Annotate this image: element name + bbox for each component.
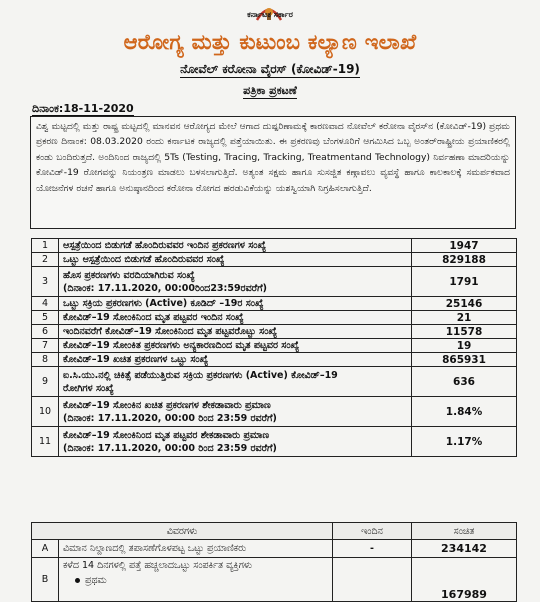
row-description: ಇಂದಿನವರೆಗೆ ಕೋವಿಡ್–19 ಸೋಂಕಿನಿಂದ ಮೃತ ಪಟ್ಟವರೊಟ್ಟು ಸಂಖ್ಯೆ xyxy=(63,326,278,337)
stats-row xyxy=(32,353,517,367)
row-today xyxy=(333,558,412,602)
bullet-label: ಪ್ರಥಮ xyxy=(85,575,107,586)
row-description-cell xyxy=(59,558,333,602)
row-number: 4 xyxy=(32,297,59,311)
row-value: 11578 xyxy=(412,325,517,339)
row-subtext: (ದಿನಾಂಕ: 17.11.2020, 00:00 ರಿಂದ 23:59 ರವರೆಗೆ) xyxy=(63,442,277,454)
stats-table xyxy=(31,238,517,457)
row-value: 1.84% xyxy=(412,397,517,427)
row-description: ಕೋವಿಡ್–19 ಸೋಂಕಿನಿಂದ ಮೃತ ಪಟ್ಟವರ ಶೇಕಡಾವಾರು ಪ್ರಮಾಣ xyxy=(63,429,270,441)
government-label: ಕರ್ನಾಟಕ ಸರ್ಕಾರ xyxy=(247,10,293,19)
row-description: ಆಸ್ಪತ್ರೆಯಿಂದ ಬಿಡುಗಡೆ ಹೊಂದಿರುವವರ ಇಂದಿನ ಪ್ರಕರಣಗಳ ಸಂಖ್ಯೆ xyxy=(63,240,267,251)
col-cumulative: ಸಂಚಿತ xyxy=(412,523,517,540)
row-cumulative: 167989 xyxy=(412,558,517,602)
row-subtext: (ದಿನಾಂಕ: 17.11.2020, 00:00 ರಿಂದ 23:59 ರವರೆಗೆ) xyxy=(63,412,277,424)
row-description-cell xyxy=(59,253,412,267)
stats-row xyxy=(32,297,517,311)
stats-row xyxy=(32,311,517,325)
stats-row xyxy=(32,427,517,457)
row-value: 1791 xyxy=(412,267,517,297)
row-description-cell xyxy=(59,267,412,297)
row-description: ಕಳೆದ 14 ದಿನಗಳಲ್ಲಿ ಪತ್ತೆ ಹಚ್ಚಲಾದಒಟ್ಟು ಸಂಪರ್ಕಿತ ವ್ಯಕ್ತಿಗಳು xyxy=(63,560,253,571)
row-description: ಒಟ್ಟು ಆಸ್ಪತ್ರೆಯಿಂದ ಬಿಡುಗಡೆ ಹೊಂದಿರುವವರ ಸಂಖ್ಯೆ xyxy=(63,254,225,265)
row-description-cell xyxy=(59,311,412,325)
stats-row xyxy=(32,267,517,297)
release-date: ದಿನಾಂಕ:18-11-2020 xyxy=(32,102,134,115)
row-value: 21 xyxy=(412,311,517,325)
row-subtext: (ದಿನಾಂಕ: 17.11.2020, 00:00ರಿಂದ23:59ರವರೆಗೆ) xyxy=(63,282,267,294)
row-description-cell xyxy=(59,239,412,253)
row-value: 25146 xyxy=(412,297,517,311)
row-label: A xyxy=(32,540,59,558)
row-description-cell xyxy=(59,397,412,427)
row-description: ವಿಮಾನ ನಿಲ್ದಾಣದಲ್ಲಿ ತಪಾಸಣೆಗೊಳಪಟ್ಟ ಒಟ್ಟು ಪ್ರಯಾಣಿಕರು xyxy=(59,540,333,558)
row-number: 6 xyxy=(32,325,59,339)
row-value: 19 xyxy=(412,339,517,353)
row-number: 7 xyxy=(32,339,59,353)
stats-row xyxy=(32,253,517,267)
row-subtext: ರೋಗಿಗಳ ಸಂಖ್ಯೆ xyxy=(63,382,114,394)
subtitle: ನೋವೆಲ್ ಕರೋನಾ ವೈರಸ್ (ಕೋವಿಡ್-19) xyxy=(180,62,360,76)
row-description-cell xyxy=(59,427,412,457)
row-value: 1947 xyxy=(412,239,517,253)
row-description-cell xyxy=(59,325,412,339)
summary-row xyxy=(32,540,517,558)
stats-row xyxy=(32,239,517,253)
summary-table xyxy=(31,522,517,602)
col-today: ಇಂದಿನ xyxy=(333,523,412,540)
department-title: ಆರೋಗ್ಯ ಮತ್ತು ಕುಟುಂಬ ಕಲ್ಯಾಣ ಇಲಾಖೆ xyxy=(123,30,417,54)
row-description-cell xyxy=(59,339,412,353)
row-number: 2 xyxy=(32,253,59,267)
row-description: ಕೋವಿಡ್–19 ಖಚಿತ ಪ್ರಕರಣಗಳ ಒಟ್ಟು ಸಂಖ್ಯೆ xyxy=(63,354,209,365)
row-number: 9 xyxy=(32,367,59,397)
row-number: 10 xyxy=(32,397,59,427)
row-description: ಕೋವಿಡ್–19 ಸೋಂಕಿನ ಖಚಿತ ಪ್ರಕರಣಗಳ ಶೇಕಡಾವಾರು ಪ್ರಮಾಣ xyxy=(63,399,271,411)
row-value: 829188 xyxy=(412,253,517,267)
row-number: 3 xyxy=(32,267,59,297)
row-value: 1.17% xyxy=(412,427,517,457)
row-today: - xyxy=(333,540,412,558)
row-description-cell xyxy=(59,367,412,397)
row-number: 1 xyxy=(32,239,59,253)
row-description-cell xyxy=(59,297,412,311)
press-release-heading: ಪತ್ರಿಕಾ ಪ್ರಕಟಣೆ xyxy=(243,84,297,97)
stats-row xyxy=(32,339,517,353)
row-description: ಐ.ಸಿ.ಯು.ನಲ್ಲಿ ಚಿಕಿತ್ಸೆ ಪಡೆಯುತ್ತಿರುವ ಸಕ್ರಿಯ ಪ್ರಕರಣಗಳು (Active) ಕೋವಿಡ್–19 xyxy=(63,369,338,381)
row-description: ಕೋವಿಡ್–19 ಸೋಂಕಿತ ಪ್ರಕರಣಗಳು ಅನ್ಯಕಾರಣದಿಂದ ಮೃತ ಪಟ್ಟವರ ಸಂಖ್ಯೆ xyxy=(63,340,300,351)
bullet-icon xyxy=(75,578,80,583)
stats-row xyxy=(32,325,517,339)
row-value: 865931 xyxy=(412,353,517,367)
row-number: 11 xyxy=(32,427,59,457)
row-description-cell xyxy=(59,353,412,367)
row-number: 8 xyxy=(32,353,59,367)
row-number: 5 xyxy=(32,311,59,325)
stats-row xyxy=(32,367,517,397)
summary-row xyxy=(32,558,517,602)
row-description: ಕೋವಿಡ್–19 ಸೋಂಕಿನಿಂದ ಮೃತ ಪಟ್ಟವರ ಇಂದಿನ ಸಂಖ್ಯೆ xyxy=(63,312,244,323)
bullet-item xyxy=(63,573,328,588)
col-details: ವಿವರಗಳು xyxy=(32,523,333,540)
intro-paragraph: ವಿಶ್ವ ಮಟ್ಟದಲ್ಲಿ ಮತ್ತು ರಾಷ್ಟ್ರ ಮಟ್ಟದಲ್ಲಿ ಮಾನವನ ಆರೋಗ್ಯದ ಮೇಲೆ ಆಗಾದ ದುಷ್ಪರಿಣಾಮಕ್ಕೆ ಕಾರಣವಾದ ನೋವೆಲ್ ಕರೋನಾ ವೈರಸ್‌ನ (ಕೋವಿಡ್-19) ಪ್ರಥಮ ಪ್ರಕರಣ ದಿನಾಂಕ: 08.03.2020 ರಂದು ಕರ್ನಾಟಕ ರಾಜ್ಯದಲ್ಲಿ ಪತ್ತೆಯಾಯಿತು. ಈ ಪ್ರಕರಣವು ಬೆಂಗಳೂರಿಗೆ ಆಗಮಿಸಿದ ಒಬ್ಬ ಅಂತರ್‌ರಾಷ್ಟ್ರೀಯ ಪ್ರಯಾಣಿಕರಲ್ಲಿ ಕಂಡು ಬಂದಿರುತ್ತದೆ. ಅಂದಿನಿಂದ ರಾಜ್ಯದಲ್ಲಿ 5Ts (Testing, Tracing, Tracking, Treatmentand Technology) ನಿರ್ವಹಣಾ ಮಾದರಿಯನ್ನು ಕೋವಿಡ್-19 ರೋಗವನ್ನು ನಿಯಂತ್ರಣ ಮಾಡಲು ಬಳಸಲಾಗುತ್ತಿದೆ. ಅತ್ಯಂತ ಸಕ್ಷಮ ಹಾಗೂ ಸುಸಜ್ಜಿತ ಕಣ್ಗಾವಲು ವ್ಯವಸ್ಥೆ ಹಾಗೂ ಕಾಲಕಾಲಕ್ಕೆ ಸಮರ್ಪಕವಾದ ಯೋಜನೆಗಳ ರಚನೆ ಹಾಗೂ ಅನುಷ್ಠಾನದಿಂದ ಕರೋನಾ ರೋಗದ ಹರಡುವಿಕೆಯನ್ನು ಯಶಸ್ವಿಯಾಗಿ ನಿಗ್ರಹಿಸಲಾಗುತ್ತಿದೆ. xyxy=(30,116,516,229)
row-description: ಹೊಸ ಪ್ರಕರಣಗಳು ವರದಿಯಾಗಿರುವ ಸಂಖ್ಯೆ xyxy=(63,269,195,281)
stats-row xyxy=(32,397,517,427)
row-cumulative: 234142 xyxy=(412,540,517,558)
row-label: B xyxy=(32,558,59,602)
row-description: ಒಟ್ಟು ಸಕ್ರಿಯ ಪ್ರಕರಣಗಳು (Active) ಕೂಡಿದ್ –19ರ ಸಂಖ್ಯೆ xyxy=(63,298,264,309)
row-value: 636 xyxy=(412,367,517,397)
